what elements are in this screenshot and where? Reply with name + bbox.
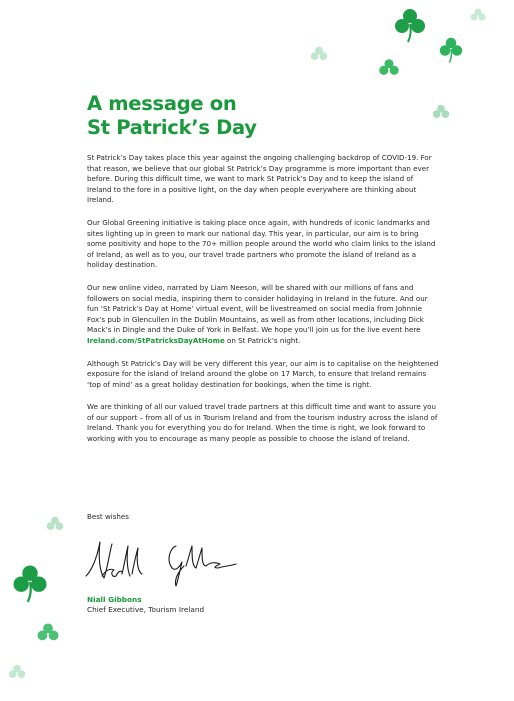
- paragraph-video-text: Our new online video, narrated by Liam Neeson, will be shared with our millions of fans and followers on social media, inspiring them to consider holidaying in Ireland in the future. And our fun ‘St Patrick’s Day at Home’ virtual event, will be livestreamed on social media from Johnnie Fox’s pub in Glencullen in the Dublin Mountains, as well as from other locations, including Dick Mack’s in Dingle and the Duke of York in Belfast. We hope you’ll join us for the live event here: [87, 282, 428, 335]
- letter-body: [87, 153, 439, 457]
- shamrock-icon: [308, 44, 330, 66]
- paragraph-intro: St Patrick’s Day takes place this year against the ongoing challenging backdrop of COVID-19. For that reason, we believe that our global St Patrick’s Day programme is more important than ever before. During this difficult time, we want to mark St Patrick’s Day and to keep the island of Ireland to the fore in a positive light, on the day when people everywhere are thinking about Ireland.: [87, 153, 432, 205]
- shamrock-icon: [430, 102, 452, 124]
- title-line-1: A message on: [87, 92, 237, 115]
- title-line-2: St Patrick’s Day: [87, 116, 257, 139]
- paragraph-exposure: Although St Patrick’s Day will be very different this year, our aim is to capitalise on the heightened exposure for the island of Ireland around the globe on 17 March, to ensure that Ireland remains ‘top of mind’ as a great holiday destination for bookings, when the time is right.: [87, 358, 439, 389]
- paragraph-global-greening: Our Global Greening initiative is taking place once again, with hundreds of iconic landmarks and sites lighting up in green to mark our national day. This year, in particular, our aim is to bring some positivity and hope to the 70+ million people around the world who claim links to the island of Ireland, as well as to you, our travel trade partners who promote the island of Ireland as a holiday destination.: [87, 217, 436, 270]
- event-link[interactable]: Ireland.com/StPatricksDayAtHome: [87, 335, 225, 345]
- event-link-suffix: on St Patrick’s night.: [224, 335, 301, 345]
- shamrock-icon: [8, 560, 52, 604]
- shamrock-icon: [6, 662, 28, 684]
- closing-line: Best wishes: [87, 512, 129, 521]
- shamrock-icon: [44, 514, 66, 536]
- shamrock-icon: [390, 4, 430, 44]
- shamrock-icon: [468, 6, 488, 26]
- paragraph-online-video: [87, 283, 439, 347]
- shamrock-icon: [376, 56, 402, 82]
- signer-name: Niall Gibbons: [87, 595, 142, 604]
- shamrock-icon: [34, 620, 62, 648]
- shamrock-icon: [436, 34, 466, 64]
- signer-role: Chief Executive, Tourism Ireland: [87, 605, 205, 614]
- handwritten-signature: [80, 536, 240, 592]
- page-title: [87, 92, 387, 140]
- paragraph-support: We are thinking of all our valued travel trade partners at this difficult time and want to assure you of our support – from all of us in Tourism Ireland and from the tourism industry across the island of Ireland. Thank you for everything you do for Ireland. When the time is right, we look forward to working with you to encourage as many people as possible to choose the island of Ireland.: [87, 402, 438, 444]
